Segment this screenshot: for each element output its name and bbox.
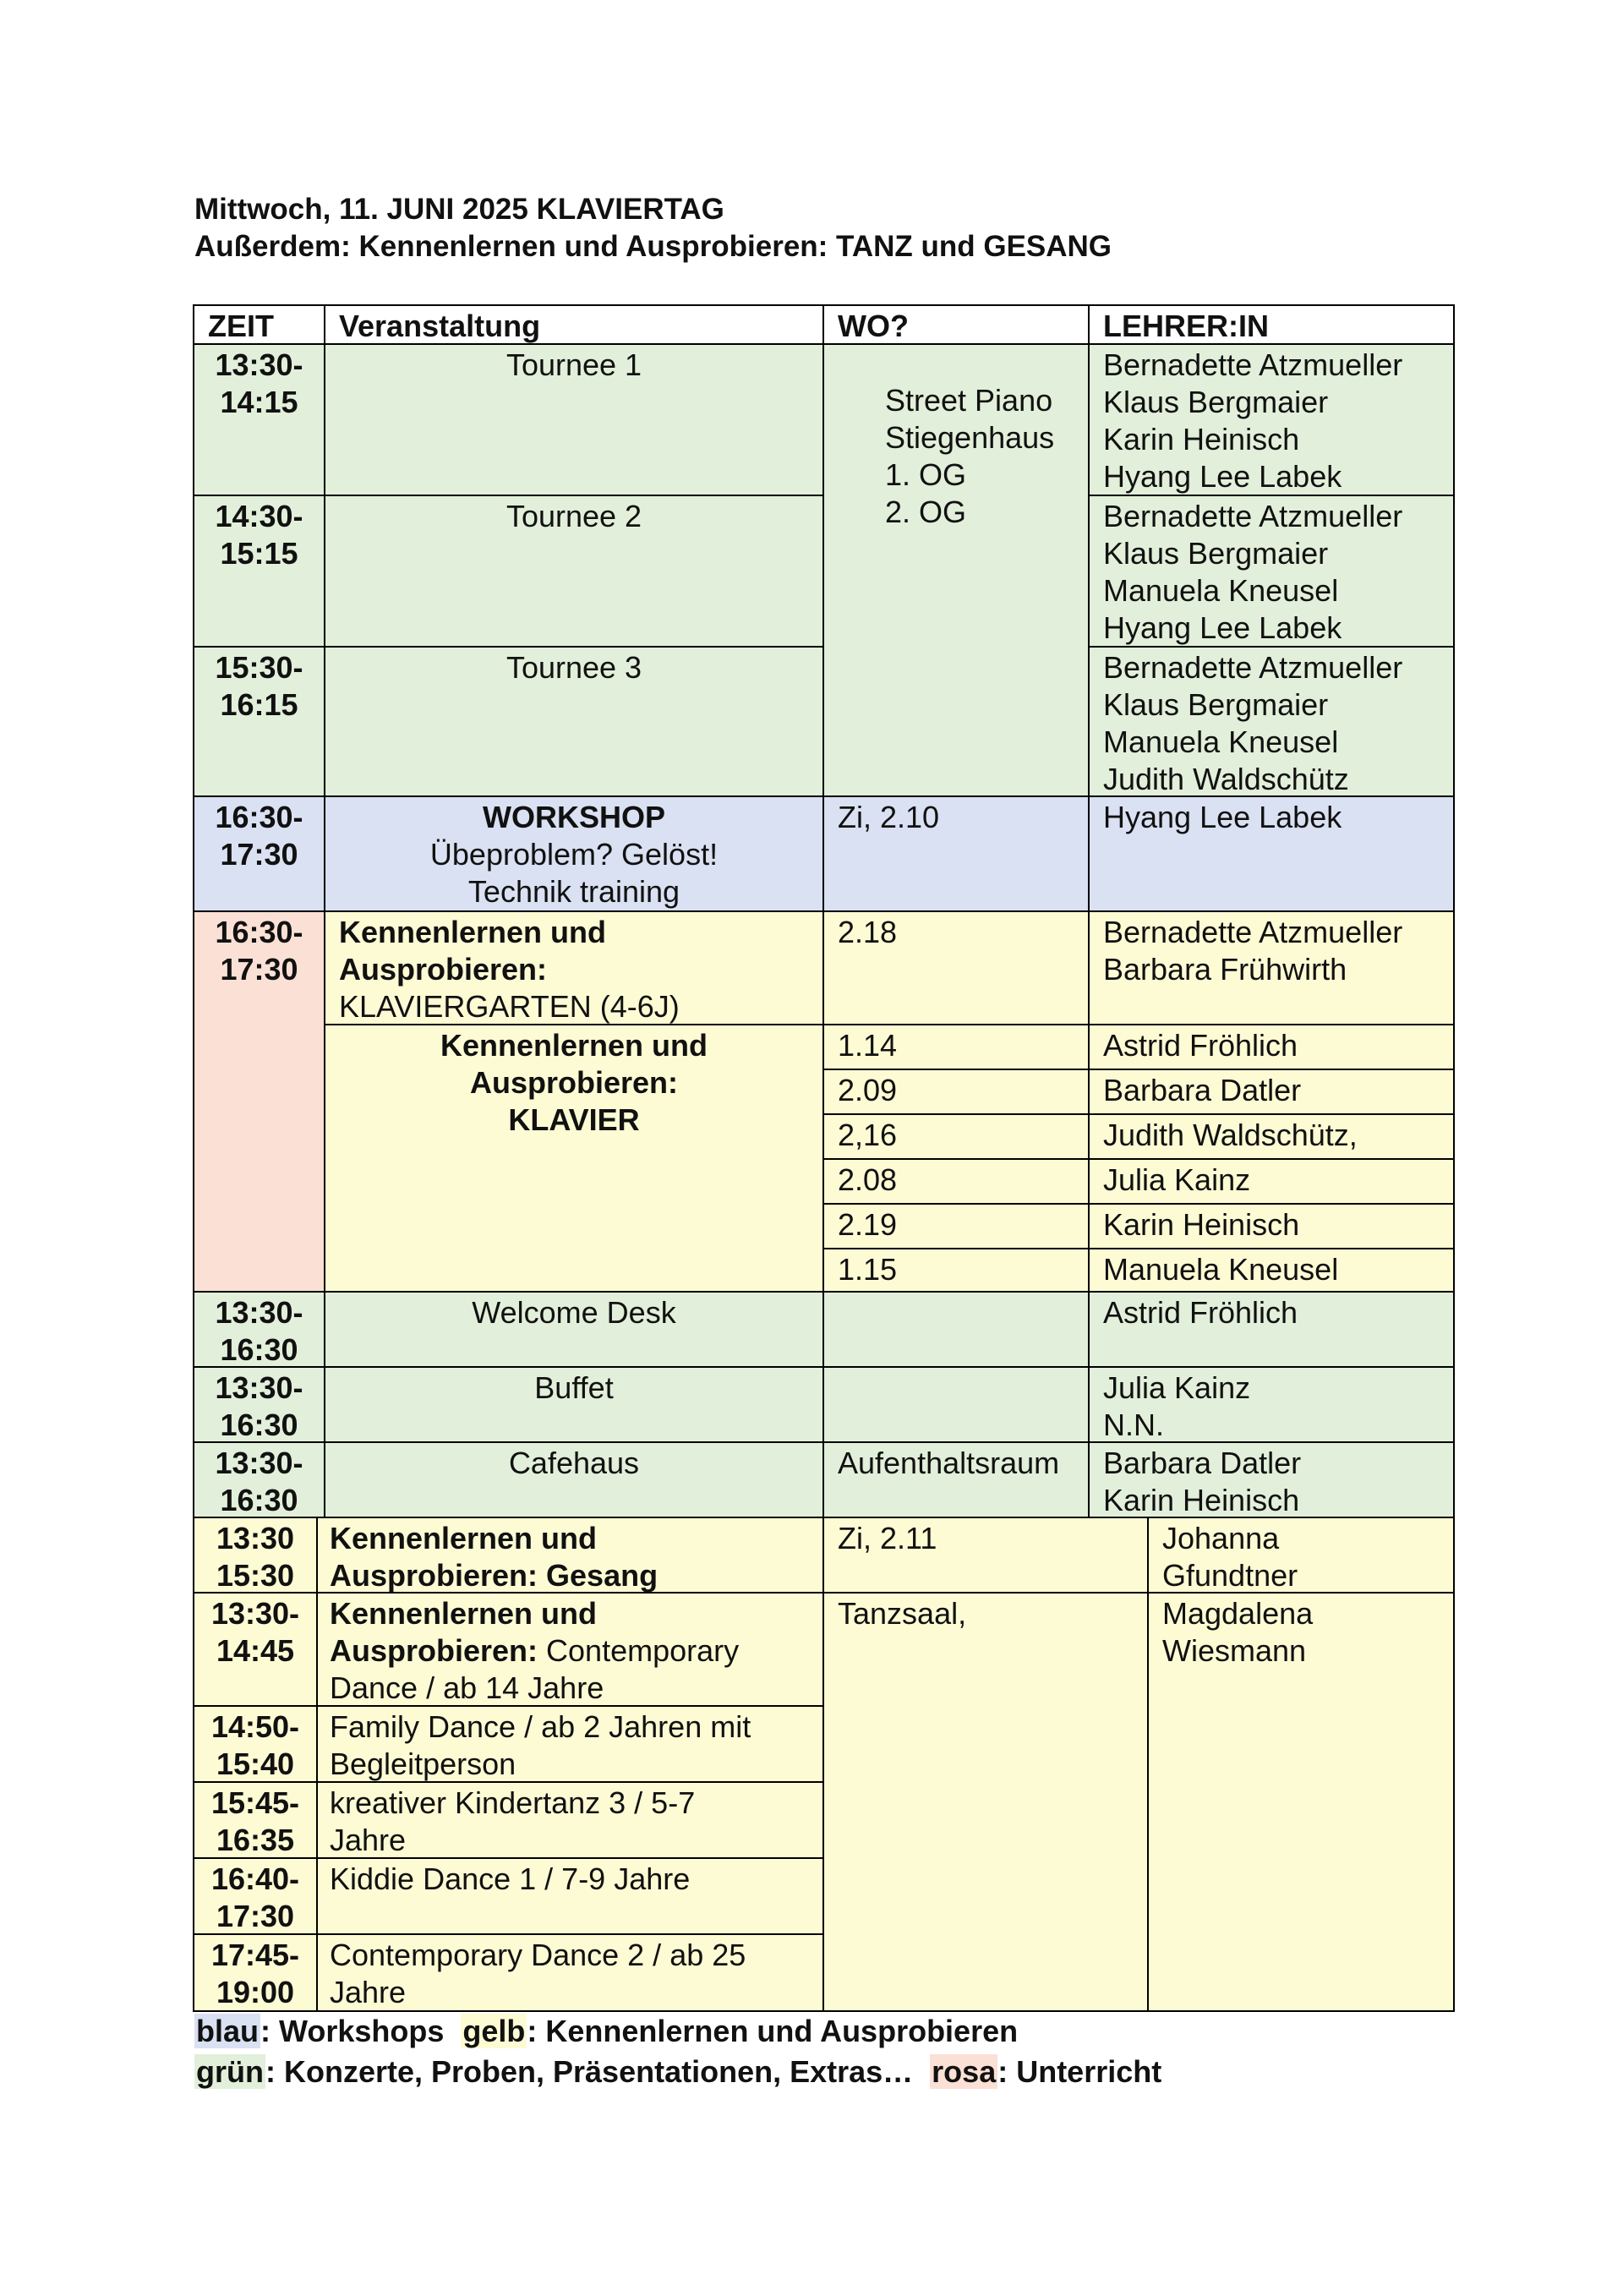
teachers-tournee-2: Bernadette Atzmueller Klaus Bergmaier Manuela Kneusel Hyang Lee Labek [1088, 495, 1455, 648]
page-title: Mittwoch, 11. JUNI 2025 KLAVIERTAG [194, 193, 724, 226]
legend-line-2 [194, 2053, 1161, 2091]
teachers-tournee-1: Bernadette Atzmueller Klaus Bergmaier Karin Heinisch Hyang Lee Labek [1088, 343, 1455, 496]
event-klaviergarten [324, 910, 824, 1025]
table-row-time: 17:45- 19:00 [193, 1933, 318, 2012]
teachers-cafehaus: Barbara Datler Karin Heinisch [1088, 1441, 1455, 1518]
teacher-dance: Magdalena Wiesmann [1147, 1592, 1455, 2012]
legend-pink-swatch: rosa [932, 2054, 997, 2089]
dance-1-subtitle: Contemporary Dance / ab 14 Jahre [330, 1633, 740, 1705]
table-row-time: 16:30- 17:30 [193, 795, 325, 912]
event-buffet: Buffet [324, 1366, 824, 1443]
location-buffet [822, 1366, 1090, 1443]
table-row-time: 13:30 15:30 [193, 1517, 318, 1594]
workshop-title: WORKSHOP [483, 800, 665, 834]
table-row-time: 13:30- 16:30 [193, 1366, 325, 1443]
location-gesang: Zi, 2.11 [822, 1517, 1149, 1594]
klavier-teacher: Astrid Fröhlich [1088, 1024, 1455, 1070]
klavier-room: 2.08 [822, 1158, 1090, 1205]
klavier-teacher: Barbara Datler [1088, 1069, 1455, 1115]
event-contemporary-dance-1 [316, 1592, 824, 1707]
klavier-teacher: Karin Heinisch [1088, 1203, 1455, 1249]
event-kindertanz: kreativer Kindertanz 3 / 5-7 Jahre [316, 1781, 824, 1859]
page-subtitle: Außerdem: Kennenlernen und Ausprobieren: TANZ und GESANG [194, 230, 1112, 263]
event-tournee-2: Tournee 2 [324, 495, 824, 648]
event-klavier: Kennenlernen und Ausprobieren: KLAVIER [324, 1024, 824, 1293]
event-tournee-3: Tournee 3 [324, 646, 824, 797]
klavier-room: 2.09 [822, 1069, 1090, 1115]
klaviergarten-subtitle: KLAVIERGARTEN (4-6J) [339, 989, 680, 1024]
klavier-teacher: Judith Waldschütz, [1088, 1113, 1455, 1160]
klavier-teacher: Julia Kainz [1088, 1158, 1455, 1205]
location-klaviergarten: 2.18 [822, 910, 1090, 1025]
dance-1-title: Kennenlernen und Ausprobieren: [330, 1596, 598, 1668]
location-welcome-desk [822, 1291, 1090, 1368]
table-row-time: 16:30- 17:30 [193, 910, 325, 1293]
legend-blue-swatch: blau [196, 2014, 260, 2048]
table-row-time: 15:45- 16:35 [193, 1781, 318, 1859]
legend-blue-text: : Workshops [260, 2014, 462, 2048]
column-header-wo: WO? [822, 304, 1090, 345]
table-row-time: 13:30- 16:30 [193, 1291, 325, 1368]
workshop-subtitle: Übeproblem? Gelöst! Technik training [429, 837, 719, 909]
teacher-welcome-desk: Astrid Fröhlich [1088, 1291, 1455, 1368]
column-header-veranstaltung: Veranstaltung [324, 304, 824, 345]
table-row-time: 16:40- 17:30 [193, 1857, 318, 1935]
location-workshop: Zi, 2.10 [822, 795, 1090, 912]
table-row-time: 13:30- 14:15 [193, 343, 325, 496]
column-header-zeit: ZEIT [193, 304, 325, 345]
location-tanzsaal: Tanzsaal, [822, 1592, 1149, 2012]
table-row-time: 14:50- 15:40 [193, 1705, 318, 1783]
location-street-piano: Street Piano Stiegenhaus 1. OG 2. OG [822, 343, 1090, 797]
event-gesang: Kennenlernen und Ausprobieren: Gesang [316, 1517, 824, 1594]
table-row-time: 14:30- 15:15 [193, 495, 325, 648]
event-family-dance: Family Dance / ab 2 Jahren mit Begleitperson [316, 1705, 824, 1783]
teachers-buffet: Julia Kainz N.N. [1088, 1366, 1455, 1443]
table-row-time: 13:30- 14:45 [193, 1592, 318, 1707]
legend-yellow-swatch: gelb [462, 2014, 526, 2048]
legend-line-1 [194, 2012, 1018, 2051]
klavier-room: 2.19 [822, 1203, 1090, 1249]
legend-yellow-text: : Kennenlernen und Ausprobieren [527, 2014, 1019, 2048]
klavier-room: 1.15 [822, 1248, 1090, 1293]
event-cafehaus: Cafehaus [324, 1441, 824, 1518]
event-workshop [324, 795, 824, 912]
legend-pink-text: : Unterricht [997, 2054, 1162, 2089]
table-row-time: 13:30- 16:30 [193, 1441, 325, 1518]
event-kiddie-dance: Kiddie Dance 1 / 7-9 Jahre [316, 1857, 824, 1935]
legend-green-text: : Konzerte, Proben, Präsentationen, Extras… [265, 2054, 931, 2089]
klaviergarten-title: Kennenlernen und Ausprobieren: [339, 915, 607, 987]
klavier-teacher: Manuela Kneusel [1088, 1248, 1455, 1293]
teacher-workshop: Hyang Lee Labek [1088, 795, 1455, 912]
event-tournee-1: Tournee 1 [324, 343, 824, 496]
event-contemporary-dance-2: Contemporary Dance 2 / ab 25 Jahre [316, 1933, 824, 2012]
klavier-room: 1.14 [822, 1024, 1090, 1070]
teachers-tournee-3: Bernadette Atzmueller Klaus Bergmaier Manuela Kneusel Judith Waldschütz [1088, 646, 1455, 797]
column-header-lehrer: LEHRER:IN [1088, 304, 1455, 345]
klavier-room: 2,16 [822, 1113, 1090, 1160]
event-welcome-desk: Welcome Desk [324, 1291, 824, 1368]
teacher-gesang: Johanna Gfundtner [1147, 1517, 1455, 1594]
teachers-klaviergarten: Bernadette Atzmueller Barbara Frühwirth [1088, 910, 1455, 1025]
table-row-time: 15:30- 16:15 [193, 646, 325, 797]
location-cafehaus: Aufenthaltsraum [822, 1441, 1090, 1518]
legend-green-swatch: grün [196, 2054, 264, 2089]
